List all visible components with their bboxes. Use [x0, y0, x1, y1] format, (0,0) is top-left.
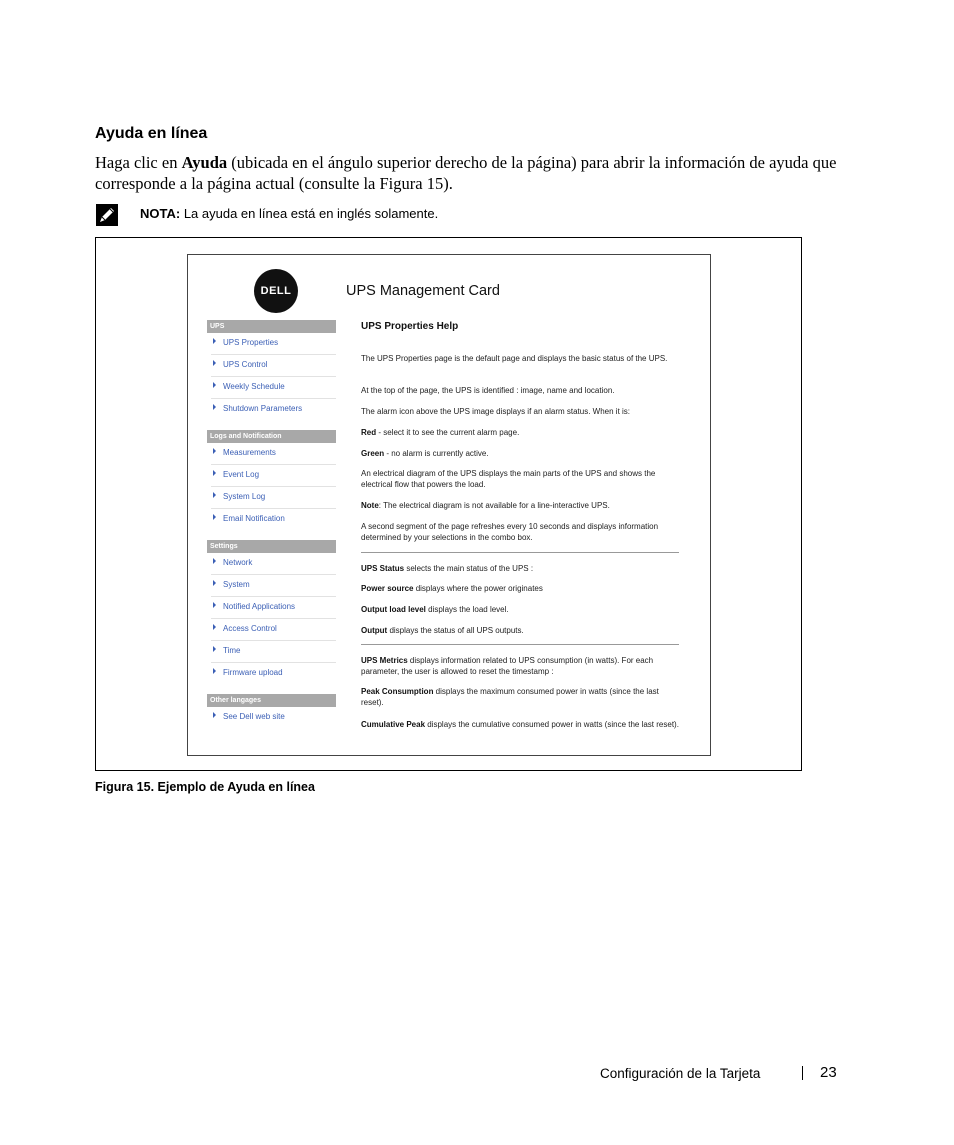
intro-text-start: Haga clic en: [95, 153, 182, 172]
bullet-arrow-icon: [213, 712, 216, 718]
help-definition: selects the main status of the UPS :: [404, 564, 534, 573]
nav-item-notified-applications[interactable]: [211, 597, 336, 619]
help-definition: - select it to see the current alarm page.: [376, 428, 520, 437]
nav-header-ups: UPS: [207, 320, 336, 333]
help-term: Green: [361, 449, 385, 458]
help-divider: [361, 552, 679, 553]
bullet-arrow-icon: [213, 514, 216, 520]
bullet-arrow-icon: [213, 580, 216, 586]
nav-item-label: Measurements: [223, 448, 276, 457]
nav-item-access-control[interactable]: [211, 619, 336, 641]
bullet-arrow-icon: [213, 470, 216, 476]
bullet-arrow-icon: [213, 602, 216, 608]
nav-item-measurements[interactable]: [211, 443, 336, 465]
bullet-arrow-icon: [213, 338, 216, 344]
nav-item-label: System: [223, 580, 250, 589]
nav-item-email-notification[interactable]: [211, 509, 336, 531]
nav-item-label: Email Notification: [223, 514, 285, 523]
bullet-arrow-icon: [213, 558, 216, 564]
nav-item-weekly-schedule[interactable]: [211, 377, 336, 399]
help-paragraph: The alarm icon above the UPS image displays if an alarm status. When it is:: [361, 407, 631, 416]
dell-logo: DELL: [254, 269, 298, 313]
bullet-arrow-icon: [213, 624, 216, 630]
nav-item-firmware-upload[interactable]: [211, 663, 336, 685]
intro-text-bold: Ayuda: [181, 153, 228, 172]
help-paragraph: [361, 687, 679, 708]
nav-item-label: System Log: [223, 492, 266, 501]
nav-item-label: See Dell web site: [223, 712, 285, 721]
help-term: Red: [361, 428, 377, 437]
note-text: [140, 206, 438, 221]
help-paragraph: An electrical diagram of the UPS displays the main parts of the UPS and shows the electrical flow that powers the load.: [361, 469, 656, 489]
nav-item-system[interactable]: [211, 575, 336, 597]
help-paragraph: [361, 501, 679, 512]
nav-item-label: Access Control: [223, 624, 277, 633]
pencil-note-icon: [95, 203, 119, 227]
figure-caption: Figura 15. Ejemplo de Ayuda en línea: [95, 780, 315, 794]
help-paragraph: [361, 428, 679, 439]
help-paragraph: [361, 720, 679, 731]
help-definition: displays where the power originates: [413, 584, 543, 593]
help-term: Output: [361, 626, 388, 635]
help-term: Power source: [361, 584, 414, 593]
app-title: UPS Management Card: [346, 283, 500, 299]
nav-header-languages: Other langages: [207, 694, 336, 707]
nav-section-logs: [207, 430, 336, 531]
bullet-arrow-icon: [213, 668, 216, 674]
nav-item-label: Firmware upload: [223, 668, 283, 677]
help-paragraph: [361, 584, 679, 595]
help-paragraph: [361, 564, 679, 575]
help-paragraph: [361, 605, 679, 616]
nav-section-ups: [207, 320, 336, 421]
help-term: Cumulative Peak: [361, 720, 426, 729]
note-body: La ayuda en línea está en inglés solamente.: [180, 206, 439, 221]
help-paragraph: [361, 656, 679, 677]
help-term: Note: [361, 501, 379, 510]
help-paragraph: At the top of the page, the UPS is identified : image, name and location.: [361, 386, 615, 395]
bullet-arrow-icon: [213, 360, 216, 366]
nav-item-ups-properties[interactable]: [211, 333, 336, 355]
help-paragraph: [361, 449, 679, 460]
nav-item-dell-web-site[interactable]: [211, 707, 336, 729]
nav-item-label: Weekly Schedule: [223, 382, 285, 391]
bullet-arrow-icon: [213, 492, 216, 498]
embedded-screenshot: [187, 254, 711, 756]
help-paragraph: [361, 626, 679, 637]
bullet-arrow-icon: [213, 382, 216, 388]
help-definition: displays the maximum consumed power in watts (since the last reset).: [361, 687, 659, 707]
nav-item-label: Time: [223, 646, 241, 655]
nav-header-logs: Logs and Notification: [207, 430, 336, 443]
nav-item-label: UPS Control: [223, 360, 268, 369]
help-definition: displays information related to UPS consumption (in watts). For each parameter, the user is allowed to reset the timestamp :: [361, 656, 654, 676]
nav-item-system-log[interactable]: [211, 487, 336, 509]
help-definition: displays the load level.: [425, 605, 509, 614]
help-term: UPS Status: [361, 564, 405, 573]
help-definition: : The electrical diagram is not available for a line-interactive UPS.: [378, 501, 610, 510]
help-term: Output load level: [361, 605, 426, 614]
help-term: UPS Metrics: [361, 656, 408, 665]
intro-text-end: (ubicada en el ángulo superior derecho de la página) para abrir la información de ayuda que corresponde a la página actual (consulte la Figura 15).: [95, 153, 837, 193]
nav-item-label: Event Log: [223, 470, 260, 479]
note-label: NOTA:: [140, 206, 181, 221]
help-paragraph: The UPS Properties page is the default page and displays the basic status of the UPS.: [361, 354, 668, 363]
section-heading: Ayuda en línea: [95, 125, 208, 142]
nav-item-time[interactable]: [211, 641, 336, 663]
nav-header-settings: Settings: [207, 540, 336, 553]
nav-item-label: Network: [223, 558, 253, 567]
footer-label: Configuración de la Tarjeta: [600, 1066, 761, 1081]
help-definition: displays the cumulative consumed power in watts (since the last reset).: [425, 720, 679, 729]
help-divider: [361, 644, 679, 645]
nav-item-ups-control[interactable]: [211, 355, 336, 377]
nav-item-network[interactable]: [211, 553, 336, 575]
nav-item-shutdown-parameters[interactable]: [211, 399, 336, 421]
bullet-arrow-icon: [213, 646, 216, 652]
intro-paragraph: [95, 152, 840, 194]
footer-separator: [802, 1066, 803, 1080]
help-definition: displays the status of all UPS outputs.: [387, 626, 524, 635]
help-title: UPS Properties Help: [361, 321, 459, 332]
nav-item-label: Notified Applications: [223, 602, 296, 611]
bullet-arrow-icon: [213, 404, 216, 410]
nav-item-event-log[interactable]: [211, 465, 336, 487]
nav-section-settings: [207, 540, 336, 685]
nav-section-languages: [207, 694, 336, 729]
help-term: Peak Consumption: [361, 687, 434, 696]
help-paragraph: A second segment of the page refreshes every 10 seconds and displays information determined by your selections in the combo box.: [361, 522, 659, 542]
nav-item-label: Shutdown Parameters: [223, 404, 303, 413]
bullet-arrow-icon: [213, 448, 216, 454]
nav-item-label: UPS Properties: [223, 338, 279, 347]
page-number: 23: [820, 1064, 837, 1081]
sidebar-nav: [207, 320, 336, 738]
help-definition: - no alarm is currently active.: [384, 449, 489, 458]
